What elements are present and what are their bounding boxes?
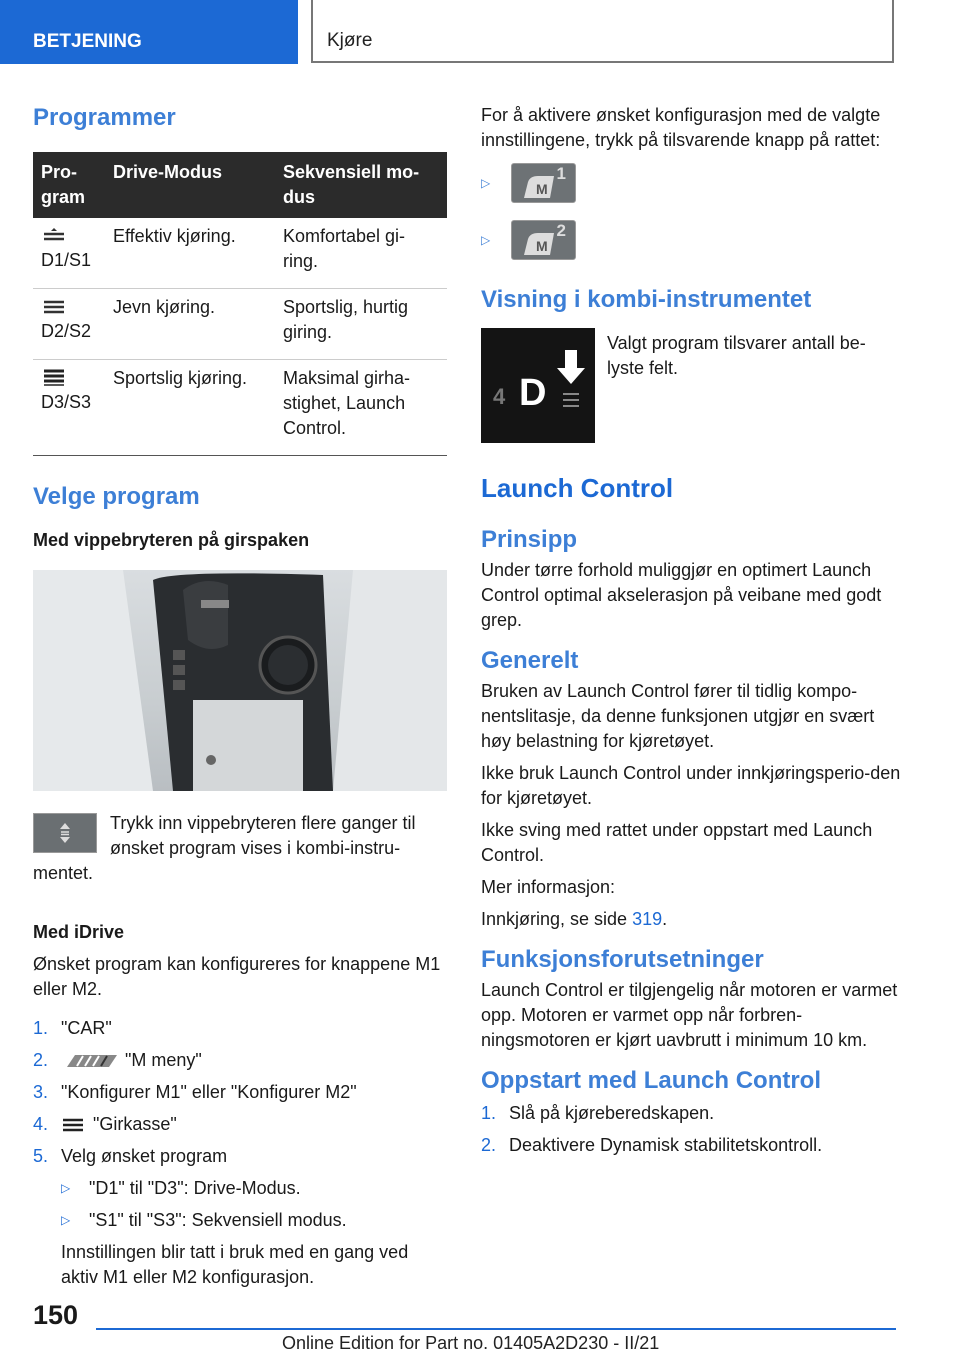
list-item: 2. Deaktivere Dynamisk stabilitetskontroll. [481, 1135, 823, 1155]
reference-line: Innkjøring, se side 319. [481, 909, 668, 929]
col-header-program: Pro-gram [33, 152, 105, 218]
gear-selector-photo [33, 570, 447, 791]
idrive-text: Ønsket program kan konfigureres for knappene M1 eller M2. [33, 954, 441, 999]
general-text-2: Ikke bruk Launch Control under innkjøringsperio-den for kjøretøyet. [481, 763, 901, 808]
programs-table [33, 152, 447, 456]
instrument-display [481, 328, 595, 443]
chapter-label: Kjøre [327, 30, 373, 51]
general-text-3: Ikke sving med rattet under oppstart med Launch Control. [481, 820, 873, 865]
table-row [33, 218, 447, 289]
program-1-icon [41, 226, 67, 244]
list-item: 5. Velg ønsket program ▷ "D1" til "D3": Drive-Modus. ▷ "S1" til "S3": Sekvensiell modus. Innstillingen blir tatt i bruk med en gang ved aktiv M1 eller M2 konfigurasjon. [33, 1144, 447, 1290]
page-reference-link[interactable]: 319 [632, 909, 663, 929]
idrive-heading: Med iDrive [33, 922, 125, 942]
section-tab [0, 0, 298, 64]
launch-heading: Launch Control [481, 473, 674, 503]
programs-heading: Programmer [33, 104, 176, 131]
table-row [33, 360, 447, 456]
program-3-icon [41, 368, 67, 386]
start-heading: Oppstart med Launch Control [481, 1067, 822, 1094]
program-substeps [61, 1176, 447, 1233]
more-info-label: Mer informasjon: [481, 877, 616, 897]
toggle-switch-icon [33, 813, 97, 853]
bullet-triangle-icon: ▷ [481, 233, 491, 248]
m-menu-icon [61, 1053, 119, 1069]
gearbox-icon [61, 1117, 85, 1133]
svg-text:M: M [536, 181, 549, 197]
table-header-row [33, 152, 447, 218]
sequential-cell: Sportslig, hurtig giring. [275, 289, 447, 360]
general-text-1: Bruken av Launch Control fører til tidlig kompo-nentslitasje, da denne funksjonen utgjør en svært høy belastning for kjøretøyet. [481, 681, 875, 751]
activate-text: For å aktivere ønsket konfigurasjon med de valgte innstillingene, trykk på tilsvarende knapp på rattet: [481, 105, 881, 150]
chapter-tab [311, 0, 894, 63]
program-label: D2/S2 [41, 321, 92, 341]
drive-cell: Jevn kjøring. [105, 289, 275, 360]
list-item: 1. "CAR" [33, 1018, 112, 1038]
requirements-text: Launch Control er tilgjengelig når motoren er varmet opp. Motoren er varmet opp når forbren-ningsmotoren er kjørt uavbrutt i minimum 10 km. [481, 980, 898, 1050]
bullet-triangle-icon: ▷ [481, 176, 491, 191]
col-header-drive: Drive-Modus [105, 152, 275, 218]
drive-cell: Sportslig kjøring. [105, 360, 275, 456]
edition-text: Online Edition for Part no. 01405A2D230 - II/21 [282, 1333, 660, 1353]
footer-divider [96, 1328, 896, 1330]
m1-number: 1 [556, 164, 566, 183]
idrive-steps [33, 1016, 447, 1290]
principle-heading: Prinsipp [481, 526, 578, 553]
m2-number: 2 [556, 221, 566, 240]
gear-letter: D [519, 372, 547, 414]
select-note: Innstillingen blir tatt i bruk med en gang ved aktiv M1 eller M2 konfigurasjon. [61, 1242, 409, 1287]
select-heading: Velge program [33, 483, 200, 510]
bullet-triangle-icon: ▷ [61, 1181, 71, 1195]
display-heading: Visning i kombi-instrumentet [481, 286, 812, 313]
m1-button [511, 163, 576, 203]
table-row [33, 289, 447, 360]
list-item: 1. Slå på kjøreberedskapen. [481, 1103, 715, 1123]
program-label: D1/S1 [41, 250, 92, 270]
sequential-cell: Komfortabel gi-ring. [275, 218, 447, 289]
list-item: 3. "Konfigurer M1" eller "Konfigurer M2" [33, 1082, 357, 1102]
m1-button-row [481, 163, 901, 203]
general-heading: Generelt [481, 647, 579, 674]
toggle-text: Trykk inn vippebryteren flere ganger til ønsket program vises i kombi-instru-mentet. [33, 813, 416, 883]
col-header-sequential: Sekvensiell mo-dus [275, 152, 447, 218]
sequential-cell: Maksimal girha-stighet, Launch Control. [275, 360, 447, 456]
list-item: ▷ "S1" til "S3": Sekvensiell modus. [61, 1208, 447, 1233]
list-item: ▷ "D1" til "D3": Drive-Modus. [61, 1176, 447, 1201]
start-steps [481, 1101, 901, 1158]
display-block [481, 328, 901, 443]
down-arrow-icon [481, 328, 595, 443]
m2-button-row [481, 220, 901, 260]
program-label: D3/S3 [41, 392, 92, 412]
console-illustration [33, 570, 447, 791]
gear-number: 4 [493, 384, 506, 409]
svg-text:M: M [536, 238, 549, 254]
requirements-heading: Funksjonsforutsetninger [481, 946, 764, 973]
page-number: 150 [33, 1300, 79, 1330]
bullet-triangle-icon: ▷ [61, 1213, 71, 1227]
principle-text: Under tørre forhold muliggjør en optimert Launch Control optimal akselerasjon på veibane med godt grep. [481, 560, 882, 630]
m2-button [511, 220, 576, 260]
list-item: 4. "Girkasse" [33, 1114, 177, 1134]
drive-cell: Effektiv kjøring. [105, 218, 275, 289]
select-subheading: Med vippebryteren på girspaken [33, 530, 310, 550]
toggle-instruction [33, 811, 447, 886]
list-item: 2. "M meny" [33, 1050, 202, 1070]
section-label: BETJENING [33, 31, 142, 52]
right-column [481, 100, 901, 1165]
left-column [33, 100, 447, 1294]
program-2-icon [41, 297, 67, 315]
display-text: Valgt program tilsvarer antall be-lyste felt. [607, 333, 866, 378]
